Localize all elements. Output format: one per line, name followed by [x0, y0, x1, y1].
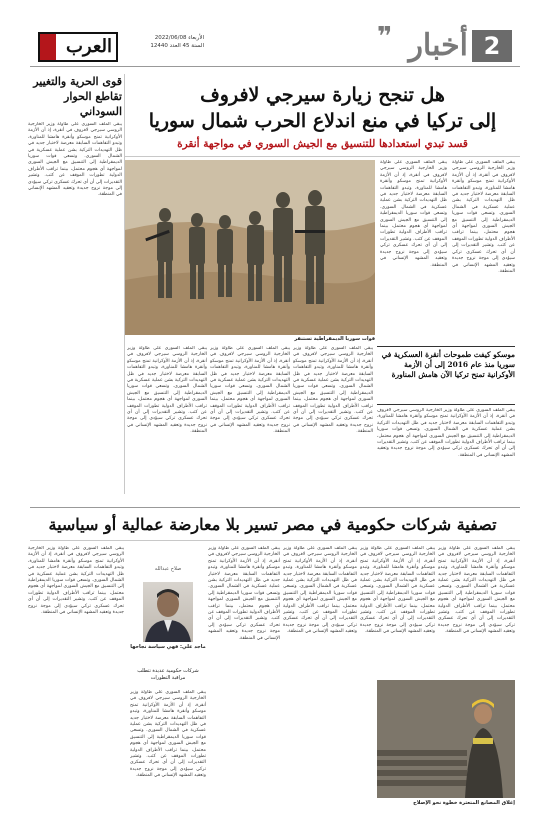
soldiers-photo: [125, 160, 375, 335]
second-body-col4: يبقى الملف السوري على طاولة وزير الخارجية الروسي سيرجي لافروف في أنقرة، إذ أن الأزمة الأوكرانية تمنح موسكو وأنقرة هامشا للمناورة، وتبدو التفاهمات السابقة معرضة لاختبار جديد في ظل التهديدات التركية بشن عملية عسكرية في الشمال السوري. وتسعى قوات سوريا الديمقراطية إلى التنسيق مع الجيش السوري لمواجهة أي هجوم محتمل، بينما تراقب الأطراف الدولية تطورات الموقف عن كثب. وتشير التقديرات إلى أن أي تحرك عسكري تركي سيؤدي إلى موجة نزوح جديدة وتعقيد المشهد الإنساني في المنطقة.: [208, 546, 280, 641]
photo-caption: إغلاق المصانع المتعثرة خطوة نحو الإصلاح: [413, 800, 515, 806]
portrait-photo: [143, 582, 193, 642]
boxed-body-text: يبقى الملف السوري على طاولة وزير الخارجية الروسي سيرجي لافروف في أنقرة، إذ أن الأزمة الأوكرانية تمنح موسكو وأنقرة هامشا للمناورة، وتبدو التفاهمات السابقة معرضة لاختبار جديد في ظل التهديدات التركية بشن عملية عسكرية في الشمال السوري. وتسعى قوات سوريا الديمقراطية إلى التنسيق مع الجيش السوري لمواجهة أي هجوم محتمل، بينما تراقب الأطراف الدولية تطورات الموقف عن كثب. وتشير التقديرات إلى أن أي تحرك عسكري تركي سيؤدي إلى موجة نزوح جديدة وتعقيد المشهد الإنساني في المنطقة.: [377, 408, 515, 458]
section-title: أخبار: [408, 28, 468, 63]
portrait-quote: شركات حكومية عديدة تتطلب مراقبة التطورات: [137, 668, 199, 681]
body-text-col2: يبقى الملف السوري على طاولة وزير الخارجية الروسي سيرجي لافروف في أنقرة، إذ أن الأزمة الأوكرانية تمنح موسكو وأنقرة هامشا للمناورة، وتبدو التفاهمات السابقة معرضة لاختبار جديد في ظل التهديدات التركية بشن عملية عسكرية في الشمال السوري. وتسعى قوات سوريا الديمقراطية إلى التنسيق مع الجيش السوري لمواجهة أي هجوم محتمل، بينما تراقب الأطراف الدولية تطورات الموقف عن كثب. وتشير التقديرات إلى أن أي تحرك عسكري تركي سيؤدي إلى موجة نزوح جديدة وتعقيد المشهد الإنساني في المنطقة.: [380, 160, 447, 268]
soldiers-illustration: [125, 160, 375, 335]
masthead: [0, 0, 550, 72]
photo-caption: قوات سوريا الديمقراطية تستنفر: [294, 336, 375, 342]
second-body-col1: يبقى الملف السوري على طاولة وزير الخارجية الروسي سيرجي لافروف في أنقرة، إذ أن الأزمة الأوكرانية تمنح موسكو وأنقرة هامشا للمناورة، وتبدو التفاهمات السابقة معرضة لاختبار جديد في ظل التهديدات التركية بشن عملية عسكرية في الشمال السوري. وتسعى قوات سوريا الديمقراطية إلى التنسيق مع الجيش السوري لمواجهة أي هجوم محتمل، بينما تراقب الأطراف الدولية تطورات الموقف عن كثب. وتشير التقديرات إلى أن أي تحرك عسكري تركي سيؤدي إلى موجة نزوح جديدة وتعقيد المشهد الإنساني في المنطقة.: [438, 546, 515, 635]
body-text-col5: يبقى الملف السوري على طاولة وزير الخارجية الروسي سيرجي لافروف في أنقرة، إذ أن الأزمة الأوكرانية تمنح موسكو وأنقرة هامشا للمناورة، وتبدو التفاهمات السابقة معرضة لاختبار جديد في ظل التهديدات التركية بشن عملية عسكرية في الشمال السوري. وتسعى قوات سوريا الديمقراطية إلى التنسيق مع الجيش السوري لمواجهة أي هجوم محتمل، بينما تراقب الأطراف الدولية تطورات الموقف عن كثب. وتشير التقديرات إلى أن أي تحرك عسكري تركي سيؤدي إلى موجة نزوح جديدة وتعقيد المشهد الإنساني في المنطقة.: [293, 346, 373, 435]
spacer: [360, 680, 374, 690]
second-body-col2: يبقى الملف السوري على طاولة وزير الخارجية الروسي سيرجي لافروف في أنقرة، إذ أن الأزمة الأوكرانية تمنح موسكو وأنقرة هامشا للمناورة، وتبدو التفاهمات السابقة معرضة لاختبار جديد في ظل التهديدات التركية بشن عملية عسكرية في الشمال السوري. وتسعى قوات سوريا الديمقراطية إلى التنسيق مع الجيش السوري لمواجهة أي هجوم محتمل، بينما تراقب الأطراف الدولية تطورات الموقف عن كثب. وتشير التقديرات إلى أن أي تحرك عسكري تركي سيؤدي إلى موجة نزوح جديدة وتعقيد المشهد الإنساني في المنطقة.: [360, 546, 435, 635]
issue-date: الأربعاء 2022/06/08: [154, 35, 204, 41]
divider: [30, 507, 520, 508]
divider: [30, 540, 520, 541]
factory-photo: [377, 680, 515, 798]
page-number: 2: [472, 30, 512, 62]
portrait-illustration: [143, 582, 193, 642]
main-headline-line1: هل تنجح زيارة سيرجي لافروف: [200, 84, 445, 106]
issue-info: [124, 34, 204, 60]
boxed-headline: موسكو كيفت طموحات أنقرة العسكرية في سوريا منذ عام 2016 إلى أن الأزمة الأوكرانية تمنح تركيا الآن هامش المناورة: [381, 350, 515, 379]
main-subheadline: قسد تبدي استعدادها للتنسيق مع الجيش السوري في مواجهة أنقرة: [177, 138, 468, 150]
second-headline: تصفية شركات حكومية في مصر تسير بلا معارضة عمالية أو سياسية: [48, 515, 497, 534]
portrait-name: ماجد علي: فهي سياسة نجاحها: [130, 644, 206, 650]
second-body-col3: يبقى الملف السوري على طاولة وزير الخارجية الروسي سيرجي لافروف في أنقرة، إذ أن الأزمة الأوكرانية تمنح موسكو وأنقرة هامشا للمناورة، وتبدو التفاهمات السابقة معرضة لاختبار جديد في ظل التهديدات التركية بشن عملية عسكرية في الشمال السوري. وتسعى قوات سوريا الديمقراطية إلى التنسيق مع الجيش السوري لمواجهة أي هجوم محتمل، بينما تراقب الأطراف الدولية تطورات الموقف عن كثب. وتشير التقديرات إلى أن أي تحرك عسكري تركي سيؤدي إلى موجة نزوح جديدة وتعقيد المشهد الإنساني في المنطقة.: [283, 546, 357, 635]
logo-accent: [40, 34, 56, 60]
factory-illustration: [377, 680, 515, 798]
logo-text: العرب: [65, 36, 112, 57]
issue-number: السنة 45 العدد 12440: [150, 43, 204, 49]
quote-icon: ❞: [377, 22, 393, 52]
body-text-col1: يبقى الملف السوري على طاولة وزير الخارجية الروسي سيرجي لافروف في أنقرة، إذ أن الأزمة الأوكرانية تمنح موسكو وأنقرة هامشا للمناورة، وتبدو التفاهمات السابقة معرضة لاختبار جديد في ظل التهديدات التركية بشن عملية عسكرية في الشمال السوري. وتسعى قوات سوريا الديمقراطية إلى التنسيق مع الجيش السوري لمواجهة أي هجوم محتمل، بينما تراقب الأطراف الدولية تطورات الموقف عن كثب. وتشير التقديرات إلى أن أي تحرك عسكري تركي سيؤدي إلى موجة نزوح جديدة وتعقيد المشهد الإنساني في المنطقة.: [452, 160, 515, 274]
divider: [377, 346, 515, 347]
second-body-col5: يبقى الملف السوري على طاولة وزير الخارجية الروسي سيرجي لافروف في أنقرة، إذ أن الأزمة الأوكرانية تمنح موسكو وأنقرة هامشا للمناورة، وتبدو التفاهمات السابقة معرضة لاختبار جديد في ظل التهديدات التركية بشن عملية عسكرية في الشمال السوري. وتسعى قوات سوريا الديمقراطية إلى التنسيق مع الجيش السوري لمواجهة أي هجوم محتمل، بينما تراقب الأطراف الدولية تطورات الموقف عن كثب. وتشير التقديرات إلى أن أي تحرك عسكري تركي سيؤدي إلى موجة نزوح جديدة وتعقيد المشهد الإنساني في المنطقة.: [28, 546, 124, 616]
second-body-col6: يبقى الملف السوري على طاولة وزير الخارجية الروسي سيرجي لافروف في أنقرة، إذ أن الأزمة الأوكرانية تمنح موسكو وأنقرة هامشا للمناورة، وتبدو التفاهمات السابقة معرضة لاختبار جديد في ظل التهديدات التركية بشن عملية عسكرية في الشمال السوري. وتسعى قوات سوريا الديمقراطية إلى التنسيق مع الجيش السوري لمواجهة أي هجوم محتمل، بينما تراقب الأطراف الدولية تطورات الموقف عن كثب. وتشير التقديرات إلى أن أي تحرك عسكري تركي سيؤدي إلى موجة نزوح جديدة وتعقيد المشهد الإنساني في المنطقة.: [130, 690, 206, 779]
newspaper-logo: [38, 32, 118, 62]
sidebar-headline: قوى الحرية والتغيير تقاطع الحوار السوداني: [33, 75, 122, 118]
main-headline-line2: إلى تركيا في منع اندلاع الحرب شمال سوريا: [148, 110, 497, 132]
divider: [30, 66, 520, 67]
body-text-col4: يبقى الملف السوري على طاولة وزير الخارجية الروسي سيرجي لافروف في أنقرة، إذ أن الأزمة الأوكرانية تمنح موسكو وأنقرة هامشا للمناورة، وتبدو التفاهمات السابقة معرضة لاختبار جديد في ظل التهديدات التركية بشن عملية عسكرية في الشمال السوري. وتسعى قوات سوريا الديمقراطية إلى التنسيق مع الجيش السوري لمواجهة أي هجوم محتمل، بينما تراقب الأطراف الدولية تطورات الموقف عن كثب. وتشير التقديرات إلى أن أي تحرك عسكري تركي سيؤدي إلى موجة نزوح جديدة وتعقيد المشهد الإنساني في المنطقة.: [210, 346, 290, 435]
portrait-label: صلاح عبدالله: [154, 566, 182, 572]
main-headline: [130, 82, 515, 134]
body-text-col3: يبقى الملف السوري على طاولة وزير الخارجية الروسي سيرجي لافروف في أنقرة، إذ أن الأزمة الأوكرانية تمنح موسكو وأنقرة هامشا للمناورة، وتبدو التفاهمات السابقة معرضة لاختبار جديد في ظل التهديدات التركية بشن عملية عسكرية في الشمال السوري. وتسعى قوات سوريا الديمقراطية إلى التنسيق مع الجيش السوري لمواجهة أي هجوم محتمل، بينما تراقب الأطراف الدولية تطورات الموقف عن كثب. وتشير التقديرات إلى أن أي تحرك عسكري تركي سيؤدي إلى موجة نزوح جديدة وتعقيد المشهد الإنساني في المنطقة.: [127, 346, 207, 435]
divider: [125, 156, 520, 157]
divider: [377, 404, 515, 405]
sidebar-body-text: يبقى الملف السوري على طاولة وزير الخارجية الروسي سيرجي لافروف في أنقرة، إذ أن الأزمة الأوكرانية تمنح موسكو وأنقرة هامشا للمناورة، وتبدو التفاهمات السابقة معرضة لاختبار جديد في ظل التهديدات التركية بشن عملية عسكرية في الشمال السوري. وتسعى قوات سوريا الديمقراطية إلى التنسيق مع الجيش السوري لمواجهة أي هجوم محتمل، بينما تراقب الأطراف الدولية تطورات الموقف عن كثب. وتشير التقديرات إلى أن أي تحرك عسكري تركي سيؤدي إلى موجة نزوح جديدة وتعقيد المشهد الإنساني في المنطقة.: [28, 122, 122, 198]
